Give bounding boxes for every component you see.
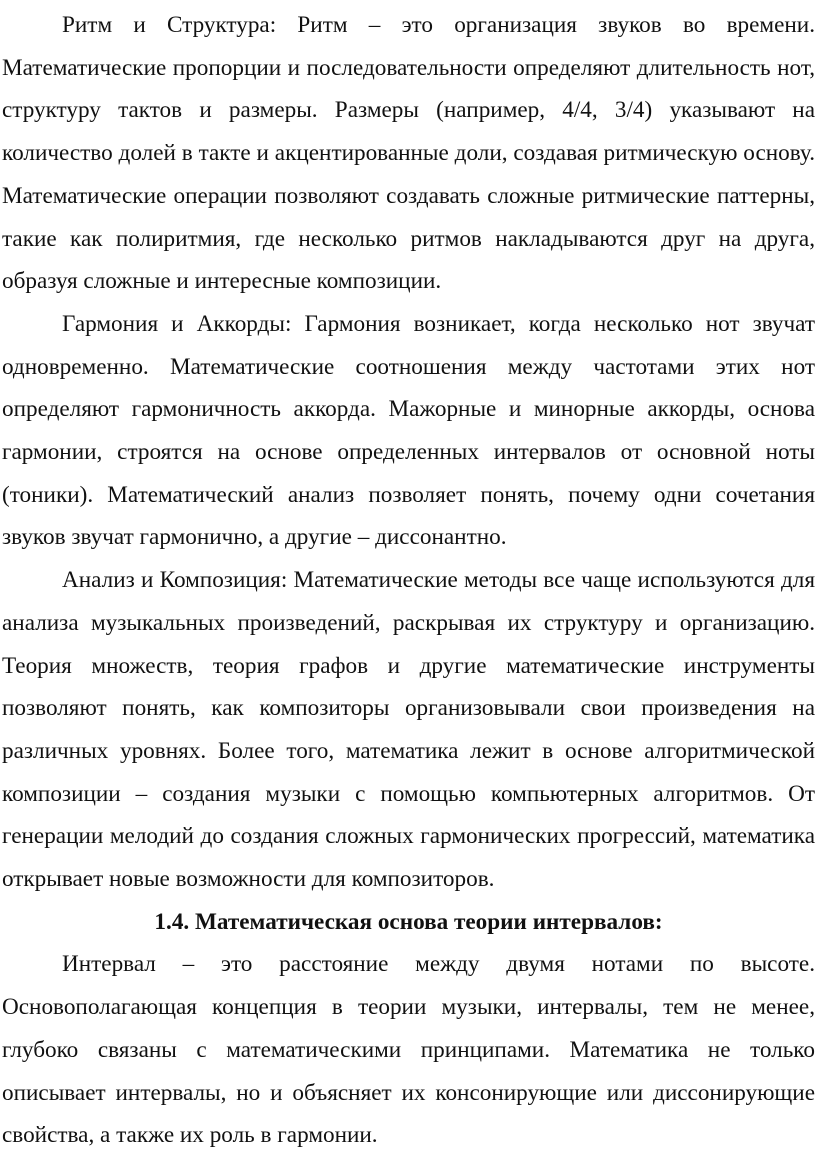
paragraph-analysis: Анализ и Композиция: Математические методы все чаще используются для анализа музыкальных произведений, раскрывая их структуру и организацию. Теория множеств, теория графов и другие математические инструменты позволяют понять, как композиторы организовывали свои произведения на различных уровнях. Более того, математика лежит в основе алгоритмической композиции – создания музыки с помощью компьютерных алгоритмов. От генерации мелодий до создания сложных гармонических прогрессий, математика открывает новые возможности для композиторов. xyxy=(2,567,815,893)
paragraph-harmony: Гармония и Аккорды: Гармония возникает, когда несколько нот звучат одновременно. Математические соотношения между частотами этих нот определяют гармоничность аккорда. Мажорные и минорные аккорды, основа гармонии, строятся на основе определенных интервалов от основной ноты (тоники). Математический анализ позволяет понять, почему одни сочетания звуков звучат гармонично, а другие – диссонантно. xyxy=(2,310,815,551)
paragraph-interval: Интервал – это расстояние между двумя нотами по высоте. Основополагающая концепция в теории музыки, интервалы, тем не менее, глубоко связаны с математическими принципами. Математика не только описывает интервалы, но и объясняет их консонирующие или диссонирующие свойства, а также их роль в гармонии. xyxy=(2,951,815,1149)
section-heading: 1.4. Математическая основа теории интервалов: xyxy=(154,908,663,935)
paragraph-rhythm: Ритм и Структура: Ритм – это организация звуков во времени. Математические пропорции и последовательности определяют длительность нот, структуру тактов и размеры. Размеры (например, 4/4, 3/4) указывают на количество долей в такте и акцентированные доли, создавая ритмическую основу. Математические операции позволяют создавать сложные ритмические паттерны, такие как полиритмия, где несколько ритмов накладываются друг на друга, образуя сложные и интересные композиции. xyxy=(2,12,815,295)
